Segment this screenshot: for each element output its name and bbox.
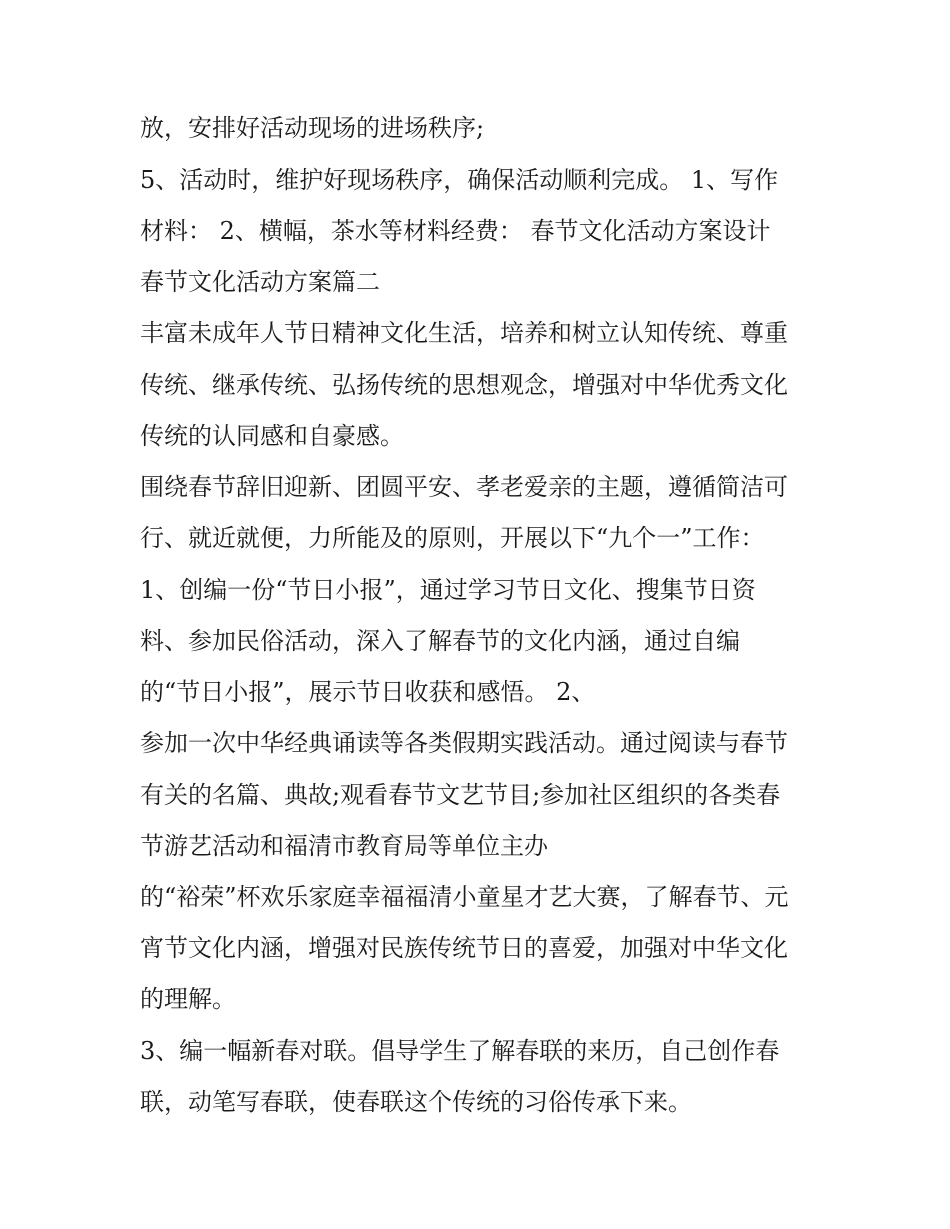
text-line: 联，动笔写春联，使春联这个传统的习俗传承下来。: [140, 1088, 692, 1116]
text-line: 1、创编一份“节日小报”，通过学习节日文化、搜集节日资: [140, 576, 756, 604]
text-line: 丰富未成年人节日精神文化生活，培养和树立认知传统、尊重: [140, 319, 788, 347]
text-line: 放，安排好活动现场的进场秩序;: [140, 114, 485, 142]
section-heading: 春节文化活动方案篇二: [140, 268, 380, 296]
text-line: 节游艺活动和福清市教育局等单位主办: [140, 832, 548, 860]
text-line: 围绕春节辞旧迎新、团圆平安、孝老爱亲的主题，遵循简洁可: [140, 473, 788, 501]
text-line: 有关的名篇、典故;观看春节文艺节目;参加社区组织的各类春: [140, 781, 781, 809]
text-line: 宵节文化内涵，增强对民族传统节日的喜爱，加强对中华文化: [140, 934, 788, 962]
text-line: 5、活动时，维护好现场秩序，确保活动顺利完成。 1、写作: [140, 166, 779, 194]
text-line: 材料： 2、横幅，茶水等材料经费： 春节文化活动方案设计: [140, 217, 771, 245]
text-line: 3、编一幅新春对联。倡导学生了解春联的来历，自己创作春: [140, 1037, 780, 1065]
text-line: 传统、继承传统、弘扬传统的思想观念，增强对中华优秀文化: [140, 371, 788, 399]
text-line: 的“节日小报”，展示节日收获和感悟。 2、: [140, 678, 596, 706]
text-line: 的“裕荣”杯欢乐家庭幸福福清小童星才艺大赛，了解春节、元: [140, 883, 789, 911]
text-line: 料、参加民俗活动，深入了解春节的文化内涵，通过自编: [140, 627, 740, 655]
text-line: 传统的认同感和自豪感。: [140, 422, 404, 450]
text-line: 的理解。: [140, 985, 236, 1013]
text-line: 参加一次中华经典诵读等各类假期实践活动。通过阅读与春节: [140, 729, 788, 757]
text-line: 行、就近就便，力所能及的原则，开展以下“九个一”工作：: [140, 524, 765, 552]
